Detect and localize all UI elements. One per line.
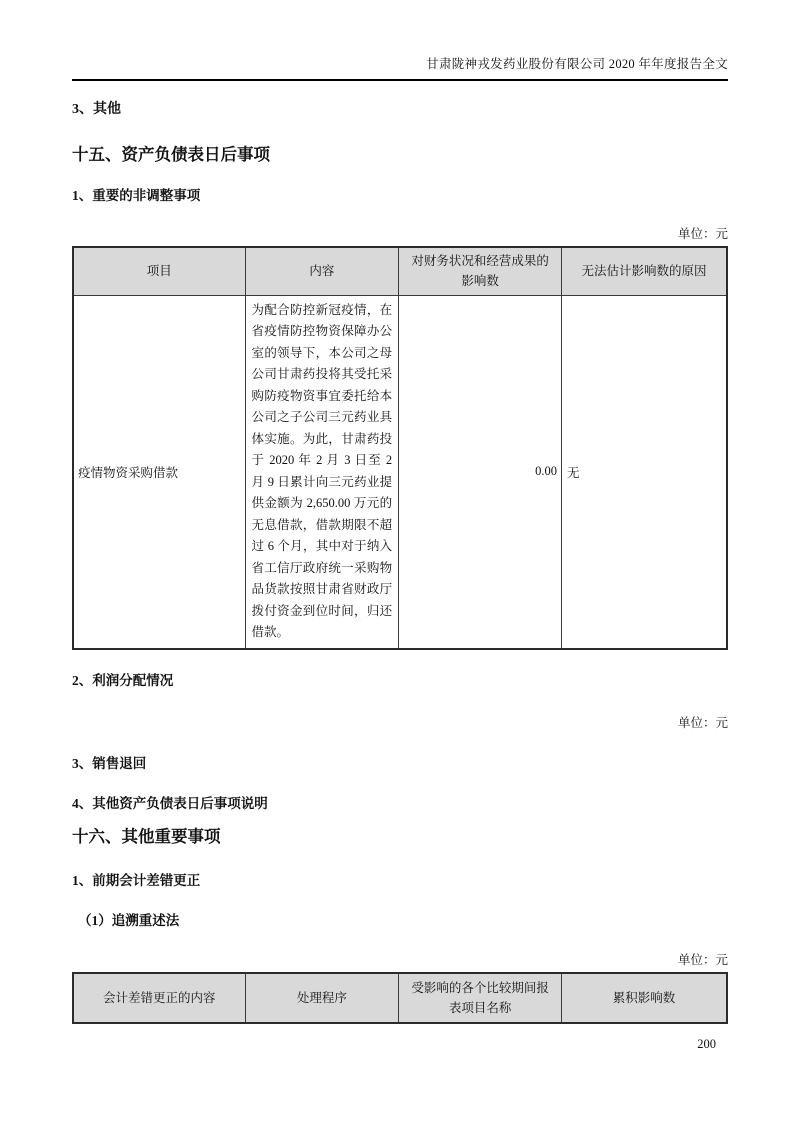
section-4-other-explain: 4、其他资产负债表日后事项说明 [72,795,268,811]
col-header-procedure: 处理程序 [245,973,399,1023]
table-header-row [73,247,727,295]
section-3-sales-return: 3、销售退回 [72,755,147,771]
col-header-item: 项目 [73,247,245,295]
table-header-row [73,973,727,1023]
section-1-error-correction: 1、前期会计差错更正 [72,872,201,888]
col-header-impact: 对财务状况和经营成果的影响数 [399,247,562,295]
cell-content: 为配合防控新冠疫情，在省疫情防控物资保障办公室的领导下，本公司之母公司甘肃药投将其受托采购防疫物资事宜委托给本公司之子公司三元药业具体实施。为此，甘肃药投于 2020 年 2 月 3 日至 2 月 9 日累计向三元药业提供金额为 2,650.00 万元的无息借款，借款期限不超过 6 个月，其中对于纳入省工信厅政府统一采购物品货款按照甘肃省财政厅拨付资金到位时间，归还借款。 [245,295,399,649]
section-1-1-restatement: （1）追溯重述法 [78,912,180,928]
cell-reason: 无 [562,295,727,649]
unit-label-1: 单位：元 [677,227,728,241]
table-row [73,295,727,649]
section-1-non-adjusting: 1、重要的非调整事项 [72,188,201,203]
cell-item: 疫情物资采购借款 [73,295,245,649]
non-adjusting-events-table [72,246,728,650]
page-header-title: 甘肃陇神戎发药业股份有限公司 2020 年年度报告全文 [72,54,728,81]
col-header-reason: 无法估计影响数的原因 [562,247,727,295]
unit-label-2: 单位：元 [677,715,728,730]
page-number: 200 [697,1037,716,1051]
chapter-15-heading: 十五、资产负债表日后事项 [72,145,270,164]
col-header-correction-content: 会计差错更正的内容 [73,973,245,1023]
cell-impact: 0.00 [399,295,562,649]
chapter-16-heading: 十六、其他重要事项 [72,826,221,846]
col-header-content: 内容 [245,247,399,295]
unit-label-3: 单位：元 [677,952,728,967]
col-header-cumulative-impact: 累积影响数 [562,973,727,1023]
error-correction-table [72,972,728,1024]
section-2-profit-distribution: 2、利润分配情况 [72,672,174,688]
section-3-other: 3、其他 [72,102,121,117]
col-header-affected-items: 受影响的各个比较期间报表项目名称 [399,973,562,1023]
